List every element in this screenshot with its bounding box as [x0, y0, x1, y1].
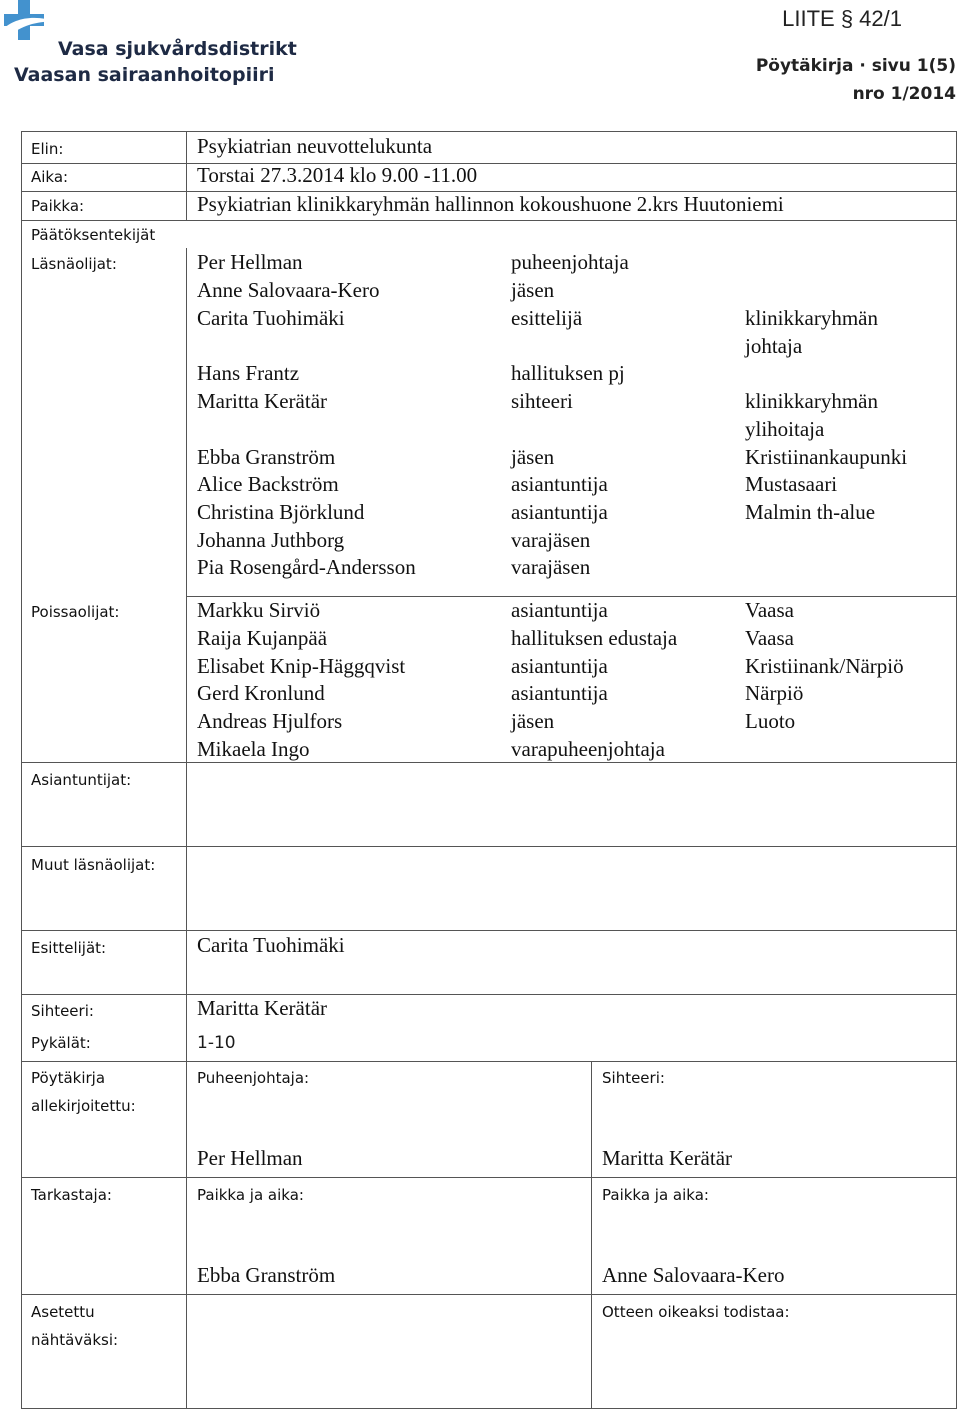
sections-value: 1-10	[197, 1033, 236, 1053]
absent-note: Vaasa	[745, 626, 794, 650]
absent-note: Luoto	[745, 709, 796, 733]
absent-name: Raija Kujanpää	[197, 626, 328, 650]
reviewer-name: Ebba Granström	[197, 1263, 336, 1287]
sections-label: Pykälät:	[31, 1034, 91, 1052]
certified-label: Otteen oikeaksi todistaa:	[602, 1303, 790, 1321]
absent-role: hallituksen edustaja	[511, 626, 678, 650]
absent-name: Mikaela Ingo	[197, 737, 310, 761]
signature-secretary-name: Maritta Kerätär	[602, 1146, 733, 1170]
absent-note: Vaasa	[745, 598, 794, 622]
absent-note: Kristiinank/Närpiö	[745, 654, 904, 678]
present-note: Kristiinankaupunki	[745, 445, 908, 469]
org-name-finnish: Vaasan sairaanhoitopiiri	[14, 64, 275, 86]
present-name: Hans Frantz	[197, 361, 300, 385]
place-time-label: Paikka ja aika:	[602, 1186, 709, 1204]
signature-secretary-label: Sihteeri:	[602, 1069, 665, 1087]
present-role: puheenjohtaja	[511, 250, 629, 274]
aika-value: Torstai 27.3.2014 klo 9.00 -11.00	[197, 163, 478, 187]
divider	[21, 1061, 957, 1062]
secretary-value: Maritta Kerätär	[197, 996, 328, 1020]
present-role: varajäsen	[511, 555, 591, 579]
divider	[21, 1177, 957, 1178]
absent-name: Elisabet Knip-Häggqvist	[197, 654, 406, 678]
present-note: klinikkaryhmän	[745, 389, 878, 413]
experts-label: Asiantuntijat:	[31, 771, 132, 789]
reviewer-name: Anne Salovaara-Kero	[602, 1263, 785, 1287]
divider	[21, 930, 957, 931]
document-number: nro 1/2014	[852, 84, 956, 104]
absent-role: asiantuntija	[511, 654, 608, 678]
reviewer-label: Tarkastaja:	[31, 1186, 112, 1204]
present-note: klinikkaryhmän	[745, 306, 878, 330]
posted-label-line1: Asetettu	[31, 1303, 95, 1321]
present-name: Anne Salovaara-Kero	[197, 278, 380, 302]
elin-label: Elin:	[31, 140, 64, 158]
divider	[21, 220, 957, 221]
aika-label: Aika:	[31, 168, 69, 186]
present-name: Carita Tuohimäki	[197, 306, 345, 330]
absent-note: Närpiö	[745, 681, 804, 705]
document-page: Pöytäkirja · sivu 1(5)	[755, 56, 956, 76]
presenters-label: Esittelijät:	[31, 939, 107, 957]
chair-name: Per Hellman	[197, 1146, 303, 1170]
divider	[21, 1294, 957, 1295]
posted-label-line2: nähtäväksi:	[31, 1331, 119, 1349]
absent-role: asiantuntija	[511, 598, 608, 622]
divider	[21, 762, 957, 763]
present-note: Malmin th-alue	[745, 500, 876, 524]
present-note: Mustasaari	[745, 472, 838, 496]
divider	[21, 994, 957, 995]
absent-role: jäsen	[511, 709, 555, 733]
chair-label: Puheenjohtaja:	[197, 1069, 310, 1087]
presenters-value: Carita Tuohimäki	[197, 933, 345, 957]
others-label: Muut läsnäolijat:	[31, 856, 156, 874]
present-role: hallituksen pj	[511, 361, 625, 385]
divider	[186, 248, 187, 1409]
present-role: jäsen	[511, 278, 555, 302]
present-name: Johanna Juthborg	[197, 528, 345, 552]
attachment-number: LIITE § 42/1	[782, 6, 902, 31]
divider	[21, 846, 957, 847]
present-role: sihteeri	[511, 389, 573, 413]
absent-label: Poissaolijat:	[31, 603, 120, 621]
present-role: esittelijä	[511, 306, 583, 330]
present-role: jäsen	[511, 445, 555, 469]
elin-value: Psykiatrian neuvottelukunta	[197, 134, 433, 158]
decision-makers-label: Päätöksentekijät	[31, 226, 156, 244]
present-name: Per Hellman	[197, 250, 303, 274]
present-note: johtaja	[745, 334, 803, 358]
present-role: asiantuntija	[511, 472, 608, 496]
secretary-label: Sihteeri:	[31, 1002, 94, 1020]
present-role: varajäsen	[511, 528, 591, 552]
paikka-value: Psykiatrian klinikkaryhmän hallinnon kokoushuone 2.krs Huutoniemi	[197, 192, 784, 216]
org-name-swedish: Vasa sjukvårdsdistrikt	[58, 38, 297, 60]
present-name: Pia Rosengård-Andersson	[197, 555, 416, 579]
paikka-label: Paikka:	[31, 197, 85, 215]
present-name: Ebba Granström	[197, 445, 336, 469]
present-name: Christina Björklund	[197, 500, 365, 524]
absent-role: asiantuntija	[511, 681, 608, 705]
absent-name: Markku Sirviö	[197, 598, 321, 622]
divider	[186, 131, 187, 220]
absent-name: Gerd Kronlund	[197, 681, 325, 705]
present-label: Läsnäolijat:	[31, 255, 117, 273]
present-name: Maritta Kerätär	[197, 389, 328, 413]
place-time-label: Paikka ja aika:	[197, 1186, 304, 1204]
divider	[186, 596, 957, 597]
present-name: Alice Backström	[197, 472, 339, 496]
signed-label-line1: Pöytäkirja	[31, 1069, 106, 1087]
signed-label-line2: allekirjoitettu:	[31, 1097, 136, 1115]
divider	[21, 163, 957, 164]
absent-role: varapuheenjohtaja	[511, 737, 665, 761]
divider	[591, 1061, 592, 1409]
present-note: ylihoitaja	[745, 417, 825, 441]
absent-name: Andreas Hjulfors	[197, 709, 343, 733]
present-role: asiantuntija	[511, 500, 608, 524]
